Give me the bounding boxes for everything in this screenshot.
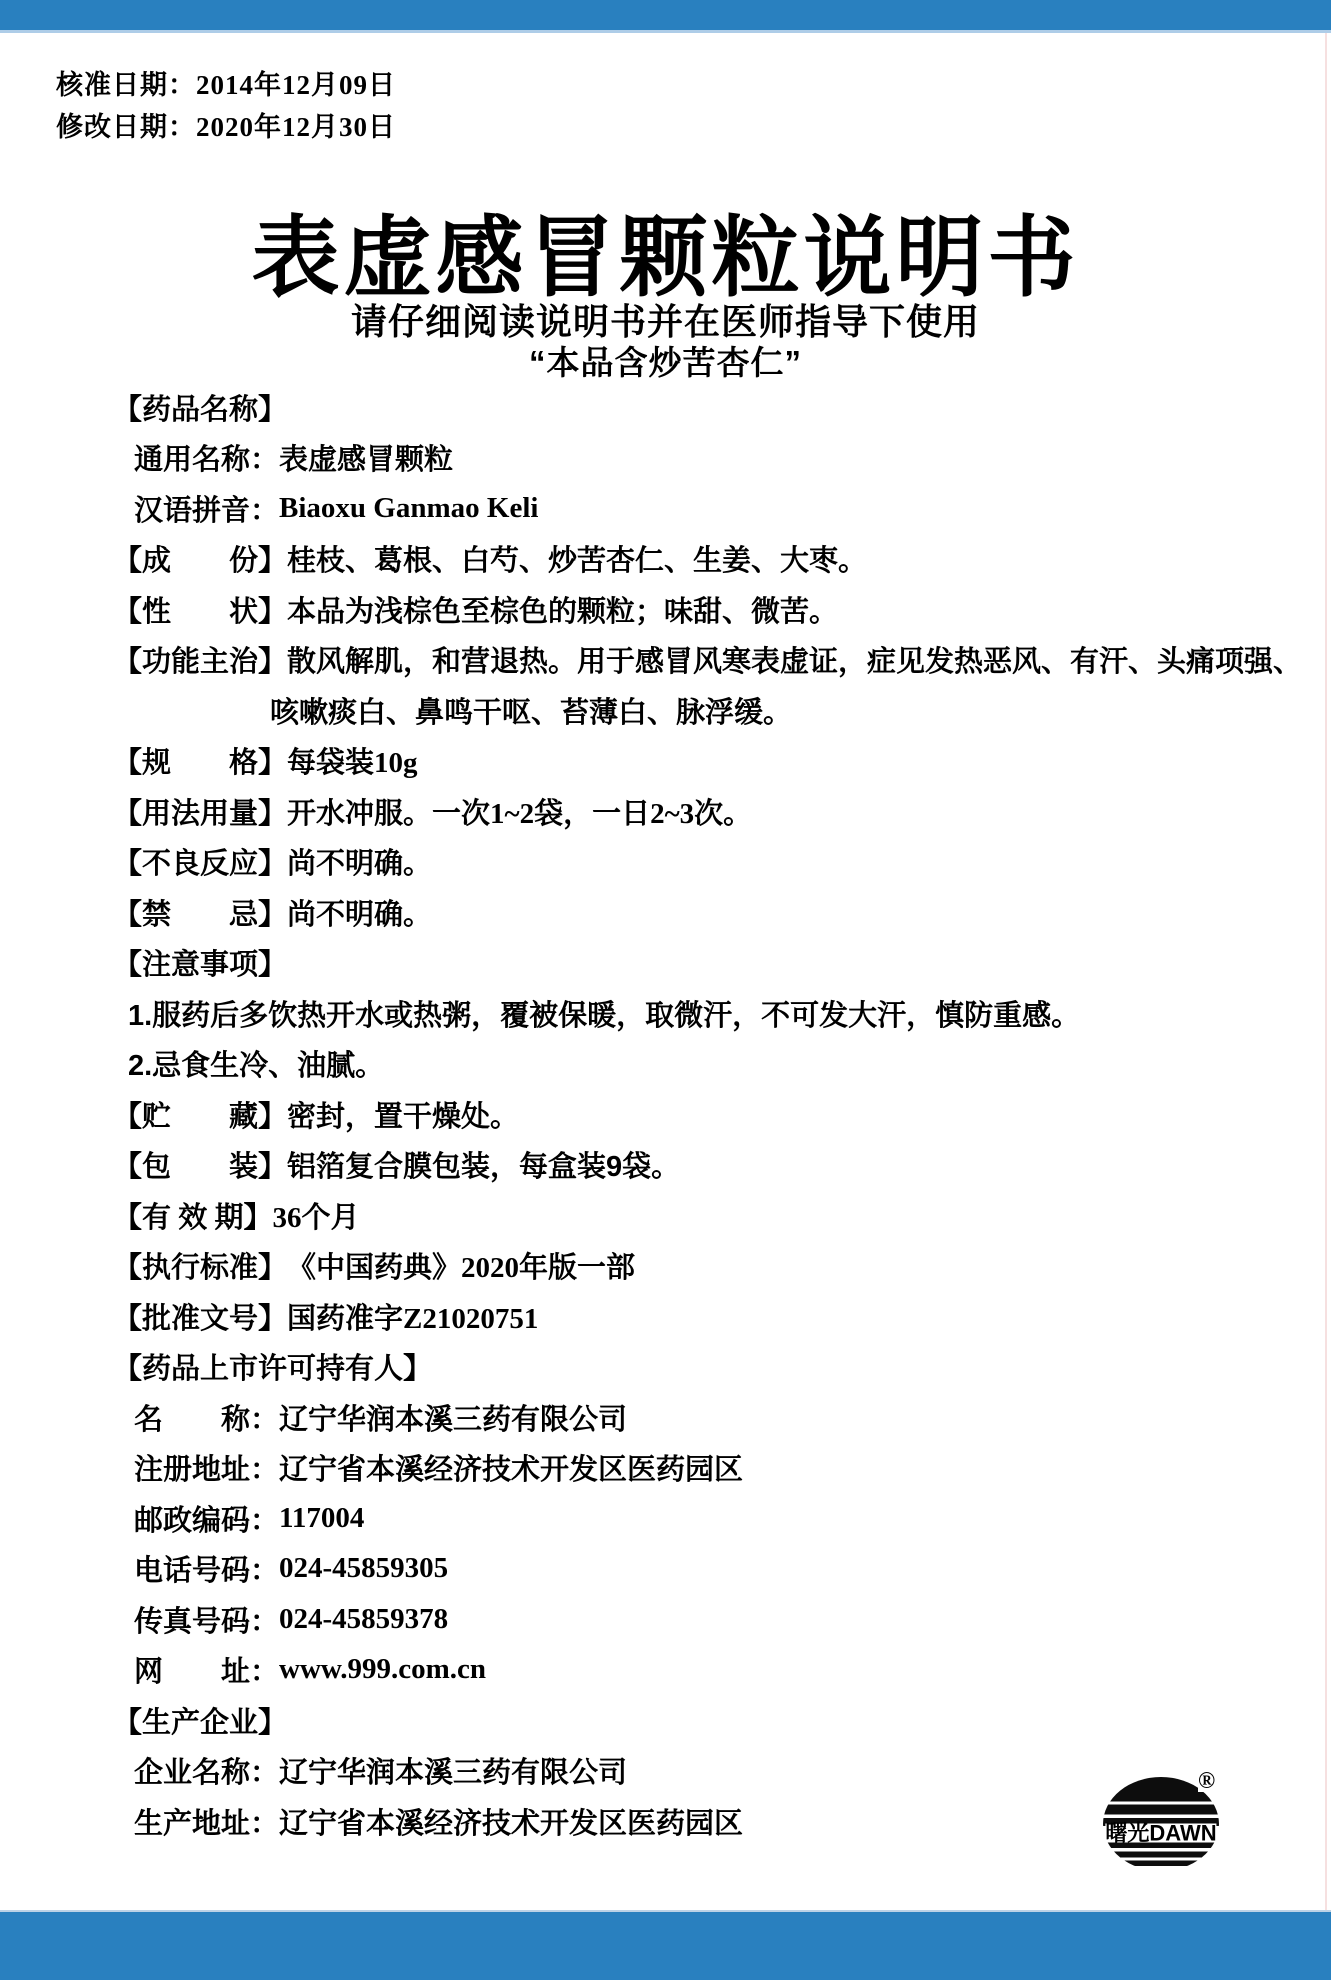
section-standard — [0, 1241, 1331, 1292]
field-value: 辽宁省本溪经济技术开发区医药园区 — [279, 1454, 744, 1487]
section-label: 【贮 藏】 — [113, 1100, 288, 1133]
section-text: 尚不明确。 — [287, 898, 433, 931]
section-text: 每袋装10g — [287, 747, 418, 780]
line-pinyin — [0, 483, 1331, 534]
section-label: 【功能主治】 — [113, 646, 288, 679]
insert-body — [0, 382, 1331, 1847]
line-postal-code — [0, 1493, 1331, 1544]
field-value: 117004 — [279, 1501, 365, 1534]
section-packaging — [0, 1140, 1331, 1191]
note-text: 2.忌食生冷、油腻。 — [128, 1050, 385, 1083]
scan-edge-artifact — [1325, 33, 1327, 1910]
line-fax-number — [0, 1594, 1331, 1645]
section-shelf-life — [0, 1190, 1331, 1241]
section-label: 【规 格】 — [113, 747, 288, 780]
precaution-item-2 — [0, 1039, 1331, 1090]
line-holder-name — [0, 1392, 1331, 1443]
field-label: 企业名称： — [134, 1757, 280, 1790]
field-label: 名 称： — [134, 1403, 280, 1436]
field-label: 传真号码： — [134, 1605, 280, 1638]
section-storage — [0, 1089, 1331, 1140]
page-title: 表虚感冒颗粒说明书 — [251, 211, 1080, 308]
field-label: 通用名称： — [134, 444, 280, 477]
line-generic-name — [0, 433, 1331, 484]
section-label: 【禁 忌】 — [113, 898, 288, 931]
ingredient-warning: “本品含炒苦杏仁” — [529, 344, 802, 381]
section-approval-number — [0, 1291, 1331, 1342]
field-value: Biaoxu Ganmao Keli — [279, 491, 539, 524]
line-phone-number — [0, 1544, 1331, 1595]
section-precautions — [0, 938, 1331, 989]
section-contraindications — [0, 887, 1331, 938]
field-value: 辽宁华润本溪三药有限公司 — [279, 1403, 628, 1436]
section-text: 密封，置干燥处。 — [287, 1100, 520, 1133]
section-text: 本品为浅棕色至棕色的颗粒；味甜、微苦。 — [287, 595, 839, 628]
line-website — [0, 1645, 1331, 1696]
top-blue-bar — [0, 0, 1331, 33]
field-label: 电话号码： — [134, 1555, 280, 1588]
field-value: 表虚感冒颗粒 — [279, 444, 454, 477]
section-text: 散风解肌，和营退热。用于感冒风寒表虚证，症见发热恶风、有汗、头痛项强、 — [287, 646, 1303, 679]
section-license-holder — [0, 1342, 1331, 1393]
field-value: 024-45859305 — [279, 1552, 449, 1585]
section-label: 【注意事项】 — [113, 949, 288, 982]
field-label: 注册地址： — [134, 1454, 280, 1487]
section-label: 【药品名称】 — [113, 393, 288, 426]
section-text: 尚不明确。 — [287, 848, 433, 881]
section-manufacturer — [0, 1695, 1331, 1746]
section-adverse-reactions — [0, 837, 1331, 888]
section-label: 【执行标准】 — [113, 1252, 288, 1285]
section-label: 【药品上市许可持有人】 — [113, 1353, 433, 1386]
section-text: 咳嗽痰白、鼻鸣干呕、苔薄白、脉浮缓。 — [270, 696, 793, 729]
revision-date: 修改日期：2020年12月30日 — [56, 112, 396, 142]
section-text: 《中国药典》2020年版一部 — [287, 1252, 636, 1285]
field-label: 生产地址： — [134, 1807, 280, 1840]
section-label: 【包 装】 — [113, 1151, 288, 1184]
approval-date: 核准日期：2014年12月09日 — [56, 70, 396, 100]
section-text: 36个月 — [272, 1201, 360, 1234]
section-ingredients — [0, 534, 1331, 585]
section-drug-name — [0, 382, 1331, 433]
section-description — [0, 584, 1331, 635]
section-indications-cont — [0, 685, 1331, 736]
dawn-logo-text: 曙光DAWN — [1105, 1820, 1217, 1846]
section-text: 桂枝、葛根、白芍、炒苦杏仁、生姜、大枣。 — [287, 545, 868, 578]
registered-trademark-icon: ® — [1198, 1768, 1216, 1793]
field-label: 网 址： — [134, 1656, 280, 1689]
section-text: 铝箔复合膜包装，每盒装9袋。 — [287, 1151, 681, 1184]
section-label: 【不良反应】 — [113, 848, 288, 881]
section-label: 【性 状】 — [113, 595, 288, 628]
field-label: 汉语拼音： — [134, 494, 280, 527]
field-value: 024-45859378 — [279, 1602, 449, 1635]
field-value: www.999.com.cn — [279, 1653, 487, 1686]
section-label: 【批准文号】 — [113, 1302, 288, 1335]
section-label: 【用法用量】 — [113, 797, 288, 830]
section-indications — [0, 635, 1331, 686]
line-registered-address — [0, 1443, 1331, 1494]
note-text: 1.服药后多饮热开水或热粥，覆被保暖，取微汗，不可发大汗，慎防重感。 — [128, 999, 1081, 1032]
section-text: 开水冲服。一次1~2袋，一日2~3次。 — [287, 797, 753, 830]
bottom-blue-bar — [0, 1910, 1331, 1980]
section-label: 【生产企业】 — [113, 1706, 288, 1739]
section-dosage — [0, 786, 1331, 837]
section-label: 【有 效 期】 — [113, 1201, 273, 1234]
section-spec — [0, 736, 1331, 787]
section-label: 【成 份】 — [113, 545, 288, 578]
field-value: 辽宁省本溪经济技术开发区医药园区 — [279, 1807, 744, 1840]
precaution-item-1 — [0, 988, 1331, 1039]
section-text: 国药准字Z21020751 — [287, 1302, 539, 1335]
field-label: 邮政编码： — [134, 1504, 280, 1537]
field-value: 辽宁华润本溪三药有限公司 — [279, 1757, 628, 1790]
page-subtitle: 请仔细阅读说明书并在医师指导下使用 — [350, 301, 980, 342]
